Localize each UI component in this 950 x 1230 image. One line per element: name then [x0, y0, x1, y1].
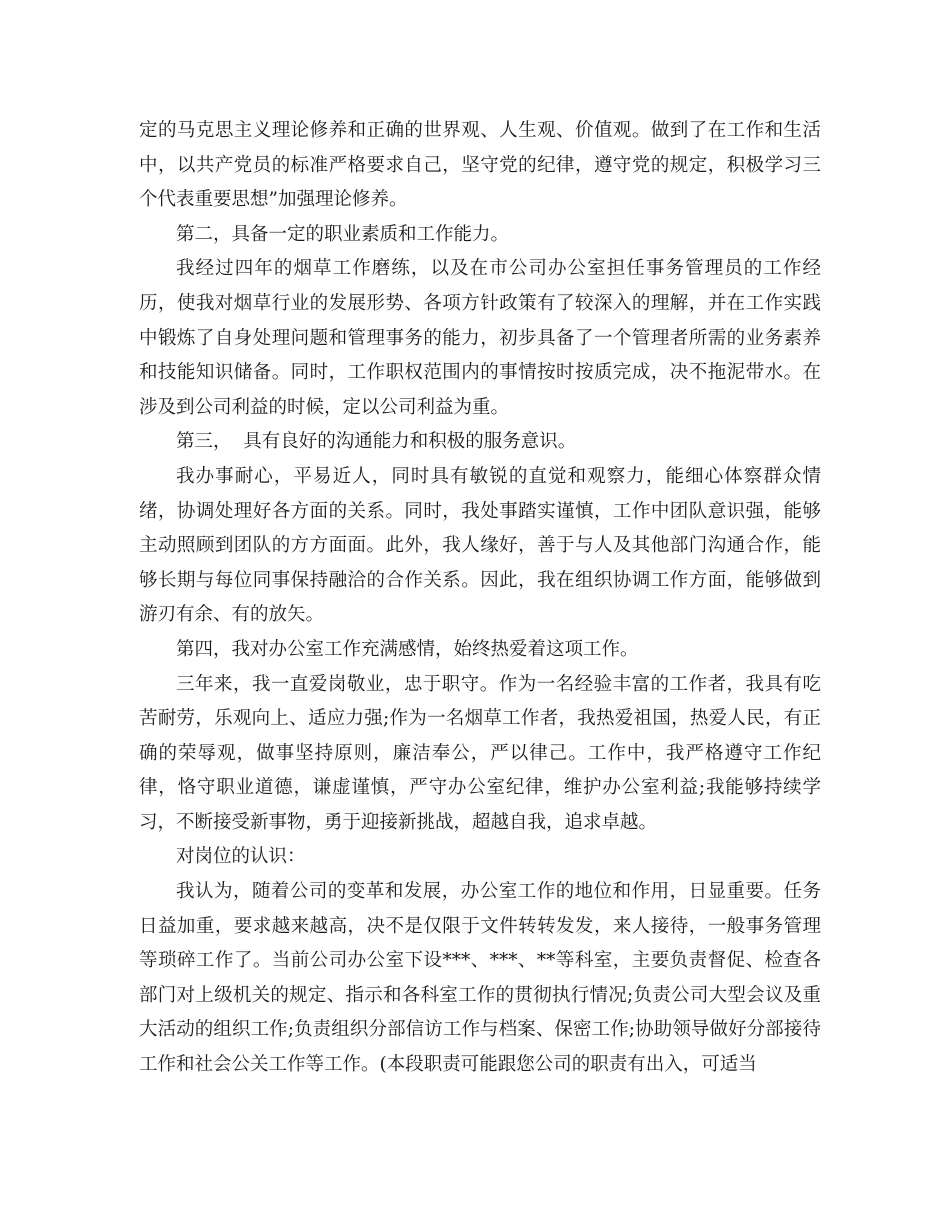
- paragraph-work-experience: 我经过四年的烟草工作磨练，以及在市公司办公室担任事务管理员的工作经历，使我对烟草行业的发展形势、各项方针政策有了较深入的理解，并在工作实践中锻炼了自身处理问题和管理事务的能力，初步具备了一个管理者所需的业务素养和技能知识储备。同时，工作职权范围内的事情按时按质完成，决不拖泥带水。在涉及到公司利益的时候，定以公司利益为重。: [139, 258, 821, 418]
- paragraph-dedication: 三年来，我一直爱岗敬业，忠于职守。作为一名经验丰富的工作者，我具有吃苦耐劳，乐观向上、适应力强;作为一名烟草工作者，我热爱祖国，热爱人民，有正确的荣辱观，做事坚持原则，廉洁奉公，严以律己。工作中，我严格遵守工作纪律，恪守职业道德，谦虚谨慎，严守办公室纪律，维护办公室利益;我能够持续学习，不断接受新事物，勇于迎接新挑战，超越自我，追求卓越。: [139, 673, 821, 833]
- paragraph-continuation: 定的马克思主义理论修养和正确的世界观、人生观、价值观。做到了在工作和生活中，以共产党员的标准严格要求自己，坚守党的纪律，遵守党的规定，积极学习三个代表重要思想”加强理论修养。: [139, 120, 821, 211]
- paragraph-communication: 我办事耐心，平易近人，同时具有敏锐的直觉和观察力，能细心体察群众情绪，协调处理好各方面的关系。同时，我处事踏实谨慎，工作中团队意识强，能够主动照顾到团队的方方面面。此外，我人缘好，善于与人及其他部门沟通合作，能够长期与每位同事保持融洽的合作关系。因此，我在组织协调工作方面，能够做到游刃有余、有的放矢。: [139, 465, 821, 626]
- heading-second-point: 第二，具备一定的职业素质和工作能力。: [176, 223, 510, 245]
- paragraph-position-understanding: 我认为，随着公司的变革和发展，办公室工作的地位和作用，日显重要。任务日益加重，要求越来越高，决不是仅限于文件转转发发，来人接待，一般事务管理等琐碎工作了。当前公司办公室下设***、***、**等科室，主要负责督促、检查各部门对上级机关的规定、指示和各科室工作的贯彻执行情况;负责公司大型会议及重大活动的组织工作;负责组织分部信访工作与档案、保密工作;协助领导做好分部接待工作和社会公关工作等工作。(本段职责可能跟您公司的职责有出入，可适当: [139, 881, 821, 1076]
- heading-fourth-point: 第四，我对办公室工作充满感情，始终热爱着这项工作。: [176, 638, 639, 660]
- document-body: [139, 114, 821, 1083]
- heading-third-point: 第三， 具有良好的沟通能力和积极的服务意识。: [176, 431, 577, 453]
- heading-position-understanding: 对岗位的认识：: [176, 846, 306, 868]
